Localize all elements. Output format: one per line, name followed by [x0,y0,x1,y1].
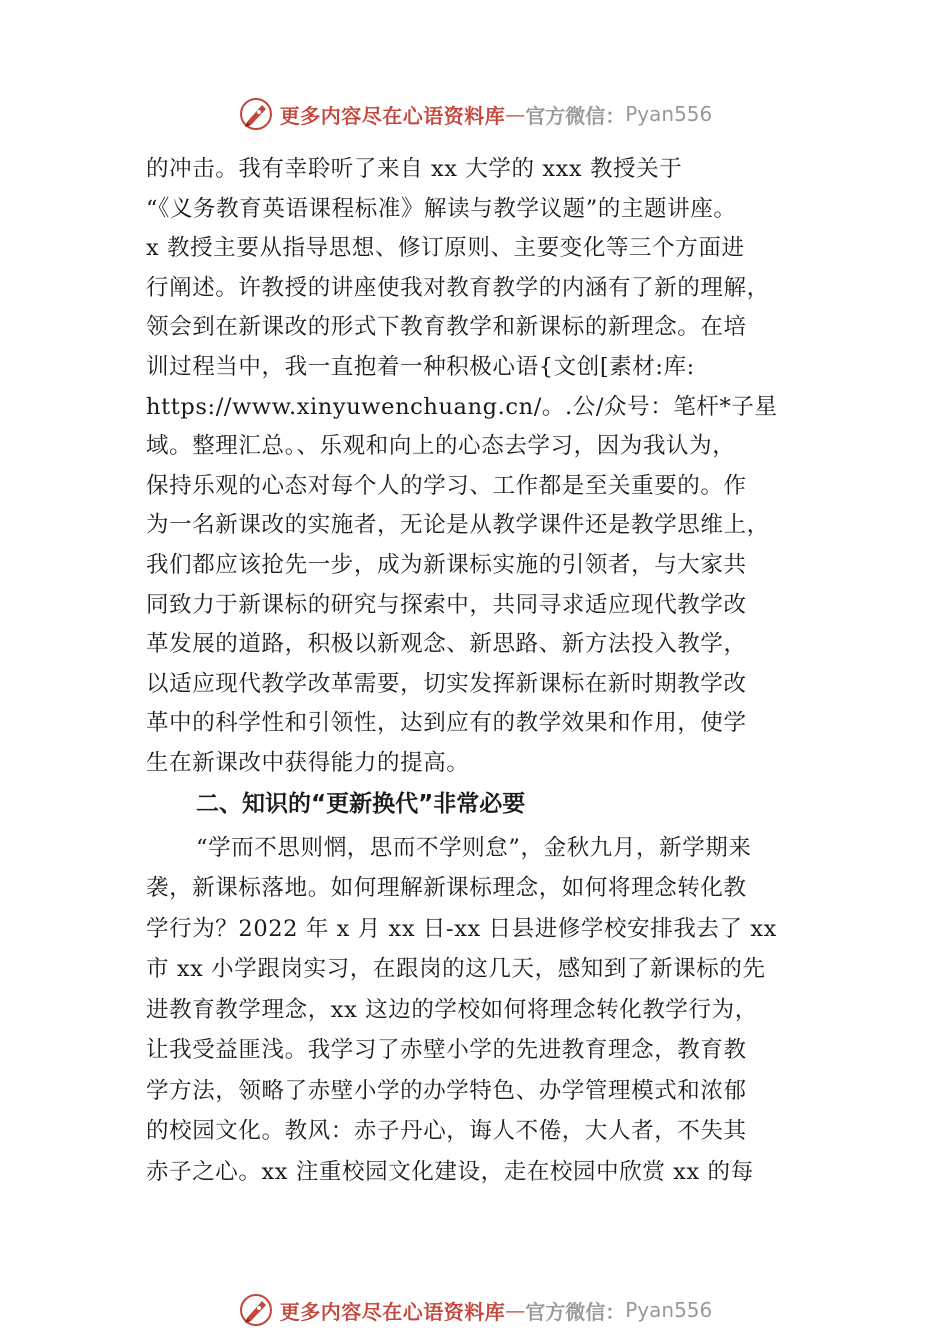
pen-logo-icon [238,1292,274,1328]
text-line: 域。整理汇总。、乐观和向上的心态去学习，因为我认为， [146,433,736,460]
banner-wechat-label: 官方微信： [525,1299,626,1324]
text-line: 训过程当中，我一直抱着一种积极心语{文创[素材:库: [146,353,695,380]
banner-wechat-label: 官方微信： [525,103,626,128]
document-body [146,150,814,1192]
header-banner [0,94,950,134]
text-line: 赤子之心。xx 注重校园文化建设，走在校园中欣赏 xx 的每 [146,1158,754,1185]
text-line: https://www.xinyuwenchuang.cn/。.公/众号：笔杆*子星 [146,393,778,420]
text-line: 的冲击。我有幸聆听了来自 xx 大学的 xxx 教授关于 [146,156,683,182]
text-line: x 教授主要从指导思想、修订原则、主要变化等三个方面进 [146,235,745,262]
banner-brand-text: 更多内容尽在心语资料库 [279,103,506,128]
text-line: 市 xx 小学跟岗实习，在跟岗的这几天，感知到了新课标的先 [146,956,766,982]
text-line: 革中的科学性和引领性，达到应有的教学效果和作用，使学 [146,710,747,737]
text-line: 同致力于新课标的研究与探索中，共同寻求适应现代教学改 [146,591,747,618]
paragraph-1 [146,150,814,784]
text-line: 行阐述。许教授的讲座使我对教育教学的内涵有了新的理解， [146,274,770,301]
banner-wechat-id: Pyan556 [625,1298,713,1322]
text-line: 革发展的道路，积极以新观念、新思路、新方法投入教学， [146,631,747,658]
banner-dash: — [505,102,526,126]
banner-brand-text: 更多内容尽在心语资料库 [279,1299,506,1324]
text-line: 学方法，领略了赤壁小学的办学特色、办学管理模式和浓郁 [146,1077,747,1104]
paragraph-2 [146,828,814,1193]
text-line: 保持乐观的心态对每个人的学习、工作都是至关重要的。作 [146,472,747,499]
banner-dash: — [505,1298,526,1322]
text-line: 为一名新课改的实施者，无论是从教学课件还是教学思维上， [146,512,770,539]
text-line: 让我受益匪浅。我学习了赤壁小学的先进教育理念，教育教 [146,1037,747,1063]
text-line: 学行为？2022 年 x 月 xx 日-xx 日县进修学校安排我去了 xx [146,915,777,942]
pen-logo-icon [238,96,274,132]
text-line: 袭，新课标落地。如何理解新课标理念，如何将理念转化教 [146,875,747,901]
footer-banner [0,1290,950,1330]
text-line: 进教育教学理念，xx 这边的学校如何将理念转化教学行为， [146,996,758,1023]
text-line: 生在新课改中获得能力的提高。 [146,749,470,776]
banner-wechat-id: Pyan556 [625,102,713,126]
text-line: 以适应现代教学改革需要，切实发挥新课标在新时期教学改 [146,670,747,697]
text-line: 的校园文化。教风：赤子丹心，诲人不倦，大人者，不失其 [146,1118,747,1144]
text-line: “学而不思则惘，思而不学则怠”，金秋九月，新学期来 [196,834,752,861]
text-line: 我们都应该抢先一步，成为新课标实施的引领者，与大家共 [146,551,747,578]
text-line: 领会到在新课改的形式下教育教学和新课标的新理念。在培 [146,314,747,341]
text-line: “《义务教育英语课程标准》解读与教学议题”的主题讲座。 [146,195,737,222]
section-heading: 二、知识的“更新换代”非常必要 [196,790,526,817]
